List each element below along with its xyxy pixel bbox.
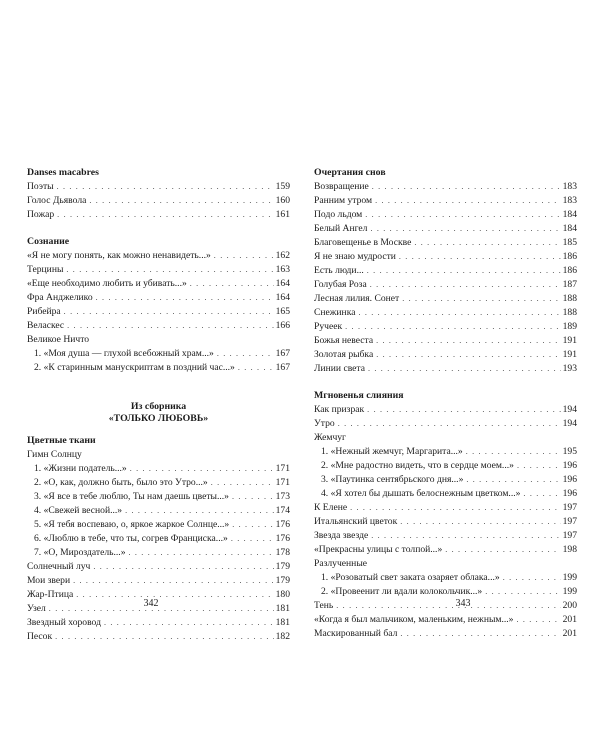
toc-subentry — [27, 518, 290, 532]
toc-entry — [314, 292, 577, 306]
entry-title: Звездный хоровод — [27, 617, 101, 628]
toc-entry — [314, 320, 577, 334]
entry-page-number: 164 — [275, 278, 290, 289]
toc-entry — [314, 431, 577, 445]
toc-entry — [314, 250, 577, 264]
toc-entry — [314, 306, 577, 320]
dot-leader — [372, 180, 561, 194]
entry-page-number: 179 — [275, 561, 290, 572]
entry-title: 4. «Я хотел бы дышать белоснежным цветком...» — [321, 488, 521, 499]
entry-title: Маскированный бал — [314, 628, 398, 639]
section-heading: Сознание — [27, 236, 70, 247]
dot-leader — [466, 473, 560, 487]
dot-leader — [350, 501, 561, 515]
toc-entry — [27, 277, 290, 291]
entry-page-number: 200 — [562, 600, 577, 611]
dot-leader — [367, 403, 560, 417]
entry-page-number: 191 — [562, 349, 577, 360]
entry-page-number: 184 — [562, 223, 577, 234]
entry-title: Гимн Солнцу — [27, 449, 82, 460]
entry-page-number: 199 — [562, 586, 577, 597]
entry-page-number: 196 — [562, 488, 577, 499]
entry-title: 1. «Жизни податель...» — [34, 463, 127, 474]
entry-page-number: 188 — [562, 293, 577, 304]
toc-entry — [314, 515, 577, 529]
dot-leader — [214, 249, 274, 263]
entry-page-number: 194 — [562, 418, 577, 429]
toc-entry — [314, 264, 577, 278]
toc-entry — [314, 627, 577, 641]
entry-title: Божья невеста — [314, 335, 374, 346]
entry-title: «Я не могу понять, как можно ненавидеть...» — [27, 250, 211, 261]
section-heading-colored-fabrics: Цветные ткани — [27, 435, 96, 446]
page-number-left: 342 — [143, 598, 159, 609]
dot-leader — [367, 264, 561, 278]
entry-title: Жар-Птица — [27, 589, 74, 600]
dot-leader — [376, 334, 561, 348]
dot-leader — [445, 543, 560, 557]
entry-page-number: 189 — [562, 321, 577, 332]
entry-page-number: 194 — [562, 404, 577, 415]
entry-page-number: 201 — [562, 628, 577, 639]
toc-subentry — [27, 546, 290, 560]
entry-title: Голос Дьявола — [27, 195, 87, 206]
dot-leader — [232, 490, 274, 504]
dot-leader — [368, 362, 561, 376]
dot-leader — [466, 445, 561, 459]
entry-title: Тень — [314, 600, 334, 611]
entry-title: 2. «Провеенит ли вдали колокольчик...» — [321, 586, 483, 597]
right-page — [300, 0, 600, 750]
entry-page-number: 180 — [275, 589, 290, 600]
dot-leader — [516, 613, 560, 627]
toc-entry — [314, 180, 577, 194]
toc-entry — [27, 630, 290, 644]
entry-page-number: 179 — [275, 575, 290, 586]
entry-page-number: 188 — [562, 307, 577, 318]
toc-subentry — [314, 459, 577, 473]
dot-leader — [231, 532, 274, 546]
entry-title: Подо льдом — [314, 209, 363, 220]
dot-leader — [371, 529, 560, 543]
entry-page-number: 178 — [275, 547, 290, 558]
entry-title: 2. «О, как, должно быть, было это Утро...» — [34, 477, 208, 488]
entry-title: 5. «Я тебя воспеваю, о, яркое жаркое Солнце...» — [34, 519, 230, 530]
dot-leader — [125, 504, 274, 518]
entry-title: 4. «Свежей весной...» — [34, 505, 123, 516]
toc-entry — [314, 403, 577, 417]
toc-subentry — [27, 490, 290, 504]
dot-leader — [73, 574, 274, 588]
entry-title: Разлученные — [314, 558, 368, 569]
dot-leader — [503, 571, 561, 585]
entry-title: «Когда я был мальчиком, маленьким, нежным...» — [314, 614, 514, 625]
entry-page-number: 162 — [275, 250, 290, 261]
dot-leader — [523, 487, 560, 501]
entry-title: Жемчуг — [314, 432, 346, 443]
entry-title: 3. «Паутинка сентябрьского дня...» — [321, 474, 464, 485]
entry-page-number: 191 — [562, 335, 577, 346]
entry-title: Золотая рыбка — [314, 349, 374, 360]
toc-entry — [314, 362, 577, 376]
entry-title: Я не знаю мудрости — [314, 251, 396, 262]
entry-title: Мои звери — [27, 575, 71, 586]
toc-list-colored-fabrics — [27, 448, 290, 644]
collection-line-1: Из сборника — [130, 401, 187, 412]
entry-page-number: 197 — [562, 530, 577, 541]
dot-leader — [211, 476, 274, 490]
toc-entry — [314, 529, 577, 543]
toc-subentry — [314, 585, 577, 599]
toc-entry — [314, 194, 577, 208]
toc-subentry — [314, 473, 577, 487]
entry-title: Линии света — [314, 363, 365, 374]
entry-page-number: 196 — [562, 474, 577, 485]
dot-leader — [370, 222, 560, 236]
dot-leader — [402, 292, 560, 306]
dot-leader — [57, 208, 273, 222]
toc-entry — [27, 291, 290, 305]
dot-leader — [232, 518, 273, 532]
entry-page-number: 173 — [275, 491, 290, 502]
entry-title: Как призрак — [314, 404, 365, 415]
toc-entry — [27, 448, 290, 462]
entry-page-number: 195 — [562, 446, 577, 457]
entry-page-number: 196 — [562, 460, 577, 471]
entry-title: Ранним утром — [314, 195, 373, 206]
toc-entry — [27, 319, 290, 333]
section-heading: Мгновенья слияния — [314, 390, 404, 401]
toc-subentry — [27, 347, 290, 361]
toc-entry — [314, 334, 577, 348]
dot-leader — [217, 347, 274, 361]
entry-page-number: 186 — [562, 251, 577, 262]
entry-page-number: 181 — [275, 617, 290, 628]
dot-leader — [130, 462, 274, 476]
entry-title: Солнечный луч — [27, 561, 91, 572]
dot-leader — [190, 277, 274, 291]
entry-title: 1. «Розоватый свет заката озаряет облака...» — [321, 572, 500, 583]
entry-title: 6. «Люблю в тебе, что ты, согрев Франциска...» — [34, 533, 228, 544]
entry-title: Пожар — [27, 209, 55, 220]
entry-page-number: 165 — [275, 306, 290, 317]
entry-title: Рибейра — [27, 306, 61, 317]
entry-title: Терцины — [27, 264, 64, 275]
entry-title: Благовещенье в Москве — [314, 237, 412, 248]
dot-leader — [414, 236, 560, 250]
entry-title: 1. «Моя душа — глухой всебожный храм...» — [34, 348, 214, 359]
toc-entry — [314, 208, 577, 222]
dot-leader — [67, 319, 273, 333]
toc-subentry — [27, 476, 290, 490]
entry-page-number: 167 — [275, 348, 290, 359]
toc-entry — [27, 616, 290, 630]
collection-heading — [27, 401, 290, 425]
entry-page-number: 201 — [562, 614, 577, 625]
toc-entry — [27, 194, 290, 208]
dot-leader — [96, 291, 274, 305]
entry-title: Голубая Роза — [314, 279, 367, 290]
entry-title: Великое Ничто — [27, 334, 90, 345]
dot-leader — [376, 348, 560, 362]
entry-page-number: 181 — [275, 603, 290, 614]
left-toc-column — [27, 166, 290, 644]
dot-leader — [400, 627, 560, 641]
toc-entry — [314, 613, 577, 627]
entry-page-number: 186 — [562, 265, 577, 276]
toc-entry — [314, 417, 577, 431]
dot-leader — [66, 263, 273, 277]
toc-entry — [27, 208, 290, 222]
entry-page-number: 184 — [562, 209, 577, 220]
entry-page-number: 198 — [562, 544, 577, 555]
entry-page-number: 185 — [562, 237, 577, 248]
dot-leader — [76, 588, 273, 602]
dot-leader — [345, 320, 560, 334]
dot-leader — [358, 306, 560, 320]
entry-title: Ручеек — [314, 321, 343, 332]
toc-entry — [27, 333, 290, 347]
toc-subentry — [27, 532, 290, 546]
dot-leader — [104, 616, 274, 630]
entry-page-number: 176 — [275, 519, 290, 530]
dot-leader — [485, 585, 560, 599]
entry-title: Итальянский цветок — [314, 516, 398, 527]
dot-leader — [238, 361, 274, 375]
dot-leader — [129, 546, 274, 560]
toc-entry — [27, 305, 290, 319]
toc-list — [27, 180, 290, 222]
entry-page-number: 166 — [275, 320, 290, 331]
entry-page-number: 167 — [275, 362, 290, 373]
toc-subentry — [27, 462, 290, 476]
dot-leader — [338, 417, 561, 431]
toc-entry — [314, 222, 577, 236]
entry-page-number: 187 — [562, 279, 577, 290]
toc-list — [27, 249, 290, 375]
entry-page-number: 171 — [275, 463, 290, 474]
dot-leader — [399, 250, 561, 264]
dot-leader — [89, 194, 273, 208]
toc-entry — [27, 249, 290, 263]
entry-title: Фра Анджелико — [27, 292, 93, 303]
entry-page-number: 183 — [562, 181, 577, 192]
entry-title: Узел — [27, 603, 46, 614]
dot-leader — [370, 278, 561, 292]
toc-entry — [314, 278, 577, 292]
entry-page-number: 161 — [275, 209, 290, 220]
toc-subentry — [314, 571, 577, 585]
entry-title: Белый Ангел — [314, 223, 368, 234]
collection-line-2: «ТОЛЬКО ЛЮБОВЬ» — [108, 413, 209, 424]
toc-entry — [27, 180, 290, 194]
toc-entry — [314, 557, 577, 571]
entry-page-number: 197 — [562, 502, 577, 513]
toc-entry — [314, 501, 577, 515]
entry-page-number: 176 — [275, 533, 290, 544]
entry-page-number: 174 — [275, 505, 290, 516]
entry-page-number: 163 — [275, 264, 290, 275]
toc-subentry — [27, 361, 290, 375]
entry-title: Возвращение — [314, 181, 369, 192]
toc-subentry — [27, 504, 290, 518]
entry-title: Снежинка — [314, 307, 356, 318]
section-heading: Danses macabres — [27, 167, 99, 178]
entry-title: «Прекрасны улицы с толпой...» — [314, 544, 443, 555]
entry-page-number: 183 — [562, 195, 577, 206]
entry-title: Лесная лилия. Сонет — [314, 293, 400, 304]
entry-page-number: 197 — [562, 516, 577, 527]
toc-entry — [27, 263, 290, 277]
entry-page-number: 160 — [275, 195, 290, 206]
dot-leader — [57, 180, 274, 194]
dot-leader — [517, 459, 561, 473]
entry-page-number: 159 — [275, 181, 290, 192]
dot-leader — [55, 630, 273, 644]
entry-title: 3. «Я все в тебе люблю, Ты нам даешь цветы...» — [34, 491, 229, 502]
entry-title: Утро — [314, 418, 335, 429]
entry-page-number: 182 — [275, 631, 290, 642]
right-sections — [314, 166, 577, 641]
dot-leader — [365, 208, 560, 222]
toc-entry — [27, 574, 290, 588]
entry-page-number: 171 — [275, 477, 290, 488]
entry-title: 1. «Нежный жемчуг, Маргарита...» — [321, 446, 463, 457]
entry-page-number: 193 — [562, 363, 577, 374]
entry-title: 7. «О, Мироздатель...» — [34, 547, 126, 558]
entry-title: Есть люди... — [314, 265, 364, 276]
entry-title: «Еще необходимо любить и убивать...» — [27, 278, 187, 289]
entry-title: Звезда звезде — [314, 530, 369, 541]
entry-title: 2. «Мне радостно видеть, что в сердце моем...» — [321, 460, 514, 471]
page-number-right: 343 — [455, 598, 471, 609]
entry-title: Веласкес — [27, 320, 65, 331]
toc-subentry — [314, 445, 577, 459]
entry-page-number: 164 — [275, 292, 290, 303]
entry-title: Песок — [27, 631, 53, 642]
toc-entry — [314, 543, 577, 557]
dot-leader — [375, 194, 561, 208]
right-toc-column — [314, 166, 577, 641]
toc-entry — [314, 348, 577, 362]
toc-entry — [314, 236, 577, 250]
dot-leader — [93, 560, 273, 574]
entry-title: Поэты — [27, 181, 54, 192]
left-sections — [27, 166, 290, 375]
toc-list — [314, 180, 577, 376]
toc-entry — [27, 560, 290, 574]
section-heading: Очертания снов — [314, 167, 386, 178]
dot-leader — [64, 305, 274, 319]
toc-subentry — [314, 487, 577, 501]
dot-leader — [400, 515, 560, 529]
entry-title: 2. «К старинным манускриптам в поздний час...» — [34, 362, 235, 373]
entry-title: К Елене — [314, 502, 348, 513]
entry-page-number: 199 — [562, 572, 577, 583]
